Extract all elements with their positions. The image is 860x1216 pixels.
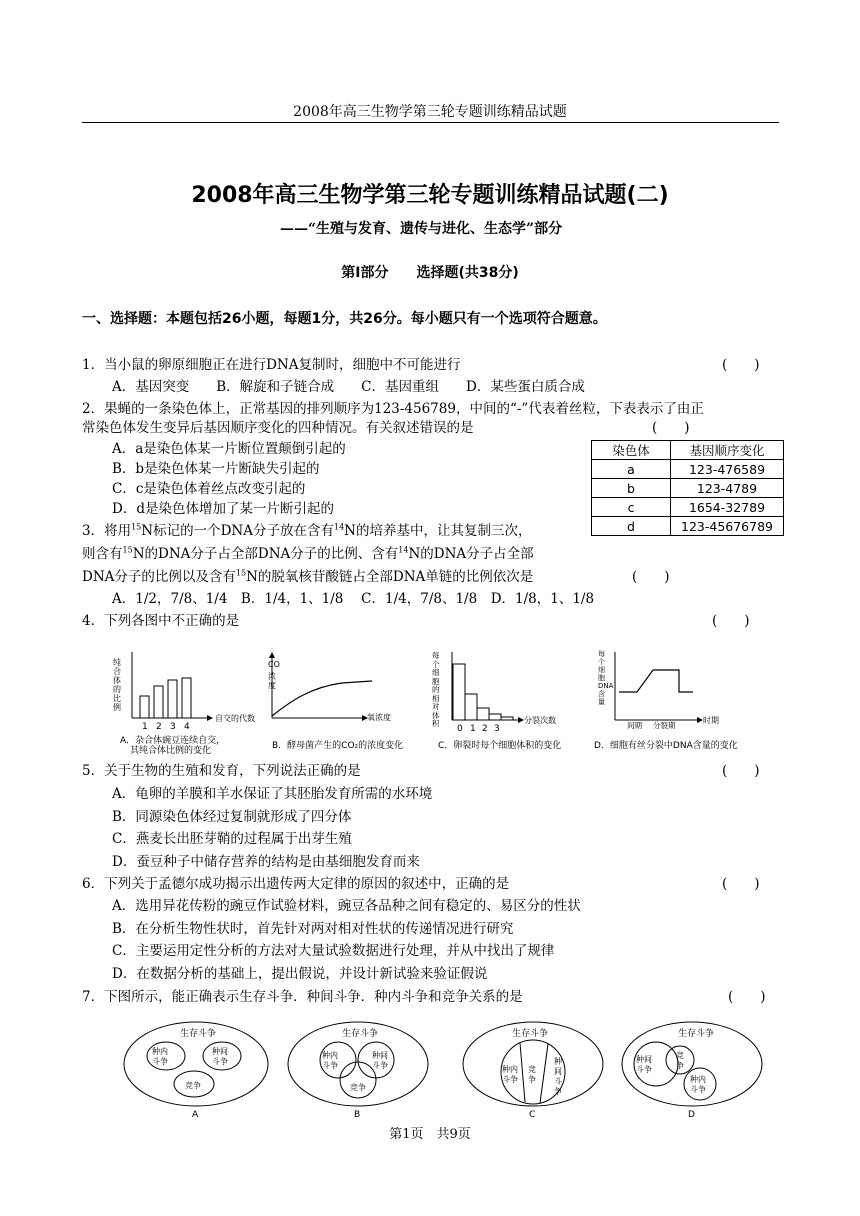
table-header-cell: 基因顺序变化: [671, 441, 784, 460]
chart-a-tick: 4: [184, 722, 190, 730]
venn-a-label: A: [192, 1110, 199, 1118]
venn-d-comp-2: 争: [676, 1061, 684, 1070]
table-cell: 1654-32789: [671, 498, 784, 517]
venn-c-intra-2: 斗争: [502, 1075, 518, 1084]
chart-c-tick: 2: [482, 724, 488, 734]
q5-option-c: C．燕麦长出胚芽鞘的过程属于出芽生殖: [112, 831, 352, 847]
q6-option-c: C．主要运用定性分析的方法对大量试验数据进行处理，并从中找出了规律: [112, 943, 555, 959]
table-cell: d: [592, 517, 671, 536]
venn-c-inter-2: 间: [554, 1067, 562, 1076]
chart-b-caption: B．酵母菌产生的CO₂的浓度变化: [272, 741, 404, 751]
chart-d-tick: 间期: [627, 721, 642, 730]
venn-d-intra-1: 种内: [690, 1075, 706, 1084]
chart-a-caption-1: A．杂合体豌豆连续自交，: [120, 736, 226, 746]
q3-answer-blank: ( ): [632, 569, 670, 585]
venn-b-comp: 竞争: [350, 1083, 366, 1092]
venn-d: [622, 1022, 762, 1118]
running-header: 2008年高三生物学第三轮专题训练精品试题: [293, 104, 567, 120]
table-row: [592, 517, 784, 536]
venn-c: [463, 1022, 603, 1118]
venn-a-intra-1: 种内: [152, 1047, 168, 1056]
q2-stem-line1: 2．果蝇的一条染色体上，正常基因的排列顺序为123-456789，中间的“-”代表着丝粒，下表表示了由正: [82, 401, 704, 417]
table-header-cell: 染色体: [592, 441, 671, 460]
venn-a: [124, 1022, 268, 1118]
venn-b-inter-1: 种间: [372, 1051, 388, 1060]
page-footer: 第1页 共9页: [389, 1127, 471, 1142]
q5-stem: 5．关于生物的生殖和发育，下列说法正确的是: [82, 763, 361, 779]
chart-b-ylabel-co2: CO: [268, 660, 280, 669]
page-subtitle: ——“生殖与发育、遗传与进化、生态学”部分: [280, 221, 563, 237]
chart-a-ylabel: 纯合体的比例: [113, 658, 121, 712]
table-cell: 123-4789: [671, 479, 784, 498]
chart-a-tick: 3: [170, 722, 176, 730]
q6-answer-blank: ( ): [722, 876, 760, 892]
q6-option-a: A．选用异花传粉的豌豆作试验材料，豌豆各品种之间有稳定的、易区分的性状: [112, 898, 581, 914]
q2-option-a: A．a是染色体某一片断位置颠倒引起的: [112, 441, 346, 457]
chart-a-caption-2: 其纯合体比例的变化: [130, 746, 212, 756]
venn-a-intra-2: 斗争: [152, 1057, 168, 1066]
table-cell: b: [592, 479, 671, 498]
q4-answer-blank: ( ): [712, 613, 750, 629]
venn-d-inter-2: 斗争: [636, 1065, 652, 1074]
chart-b: [262, 650, 402, 722]
chart-c-tick: 1: [470, 724, 476, 734]
chart-c-caption: C．卵裂时每个细胞体积的变化: [438, 741, 562, 751]
venn-a-inter-2: 斗争: [212, 1057, 228, 1066]
venn-c-comp-2: 争: [528, 1075, 536, 1084]
venn-c-inter-3: 斗: [554, 1077, 562, 1086]
part-heading: 第Ⅰ部分 选择题(共38分): [341, 265, 519, 281]
table-row: [592, 498, 784, 517]
venn-c-intra-1: 种内: [502, 1065, 518, 1074]
venn-b-intra-1: 种内: [322, 1051, 338, 1060]
q1-stem: 1．当小鼠的卵原细胞正在进行DNA复制时，细胞中不可能进行: [82, 357, 461, 373]
chart-d-tick: 分裂期: [653, 721, 676, 730]
q6-option-d: D．在数据分析的基础上，提出假说，并设计新试验来验证假说: [112, 966, 488, 982]
venn-d-intra-2: 斗争: [690, 1085, 706, 1094]
q7-stem: 7．下图所示，能正确表示生存斗争．种间斗争．种内斗争和竞争关系的是: [82, 989, 523, 1005]
q5-option-b: B．同源染色体经过复制就形成了四分体: [112, 809, 352, 825]
table-cell: a: [592, 460, 671, 479]
table-cell: 123-476589: [671, 460, 784, 479]
venn-a-outer-label: 生存斗争: [180, 1029, 217, 1039]
chart-d-xlabel: 时期: [703, 716, 719, 725]
chart-a-tick: 1: [142, 722, 148, 730]
chart-d-caption: D．细胞有丝分裂中DNA含量的变化: [594, 741, 738, 751]
q2-option-b: B．b是染色体某一片断缺失引起的: [112, 461, 320, 477]
chart-a-xlabel: 自交的代数: [215, 714, 255, 723]
venn-c-outer-label: 生存斗争: [512, 1029, 549, 1039]
chart-a-tick: 2: [156, 722, 162, 730]
chart-b-ylabel-conc: 浓度: [268, 672, 276, 690]
q3-stem-line1: 3．将用$^{15}$N标记的一个DNA分子放在含有$^{14}$N的培养基中，让其复制三次，: [82, 522, 532, 539]
table-cell: c: [592, 498, 671, 517]
venn-a-comp: 竞争: [185, 1081, 201, 1090]
venn-c-inter-1: 种: [554, 1057, 562, 1066]
chart-c-tick: 3: [494, 724, 500, 734]
venn-a-inter-1: 种间: [212, 1047, 228, 1056]
table-header-row: [592, 441, 784, 460]
q2-option-c: C．c是染色体着丝点改变引起的: [112, 481, 306, 497]
table-row: [592, 460, 784, 479]
venn-d-outer-label: 生存斗争: [678, 1029, 715, 1039]
q6-stem: 6．下列关于孟德尔成功揭示出遗传两大定律的原因的叙述中，正确的是: [82, 876, 510, 892]
q2-answer-blank: ( ): [652, 420, 690, 436]
q7-answer-blank: ( ): [728, 989, 766, 1005]
venn-c-comp-1: 竞: [528, 1065, 536, 1074]
chart-c: [430, 650, 570, 734]
q2-stem-line2: 常染色体发生变异后基因顺序变化的四种情况。有关叙述错误的是: [82, 420, 474, 436]
page-title: 2008年高三生物学第三轮专题训练精品试题(二): [191, 183, 669, 208]
q5-option-a: A．龟卵的羊膜和羊水保证了其胚胎发育所需的水环境: [112, 786, 433, 802]
q5-option-d: D．蚕豆种子中储存营养的结构是由基细胞发育而来: [112, 854, 420, 870]
venn-c-label: C: [529, 1110, 536, 1118]
chart-d: [597, 648, 757, 732]
q3-stem-line2: 则含有$^{15}$N的DNA分子占全部DNA分子的比例、含有$^{14}$N的DNA分子占全部: [82, 545, 534, 562]
section-heading: 一、选择题：本题包括26小题，每题1分，共26分。每小题只有一个选项符合题意。: [82, 311, 607, 327]
venn-b: [288, 1022, 428, 1118]
venn-b-outer-label: 生存斗争: [342, 1029, 379, 1039]
gene-order-table: [591, 440, 784, 536]
venn-b-inter-2: 斗争: [372, 1061, 388, 1070]
q1-answer-blank: ( ): [722, 357, 760, 373]
chart-c-xlabel: 分裂次数: [524, 716, 556, 725]
venn-d-inter-1: 种间: [636, 1055, 652, 1064]
q5-answer-blank: ( ): [722, 763, 760, 779]
table-cell: 123-45676789: [671, 517, 784, 536]
venn-d-comp-1: 竞: [676, 1051, 684, 1060]
venn-c-inter-4: 争: [554, 1087, 562, 1096]
q3-stem-line3: DNA分子的比例以及含有$^{15}$N的脱氧核苷酸链占全部DNA单链的比例依次是: [82, 568, 534, 585]
chart-b-xlabel: 氧浓度: [367, 713, 391, 722]
venn-d-label: D: [688, 1110, 695, 1118]
venn-b-intra-2: 斗争: [322, 1061, 338, 1070]
venn-b-label: B: [354, 1110, 361, 1118]
table-row: [592, 479, 784, 498]
chart-c-tick: 0: [457, 724, 463, 734]
chart-c-ylabel: 每个细胞的相对体积: [432, 651, 440, 728]
q2-option-d: D．d是染色体增加了某一片断引起的: [112, 501, 334, 517]
venn-diagrams: [110, 1020, 770, 1118]
header-rule: [82, 122, 779, 123]
q3-options: A．1/2，7/8、1/4 B．1/4，1、1/8 C．1/4，7/8、1/8 D．1/8，1、1/8: [112, 591, 595, 607]
chart-d-ylabel: 每个细胞DNA含量: [598, 650, 614, 706]
q1-options: A．基因突变 B．解旋和子链合成 C．基因重组 D．某些蛋白质合成: [112, 379, 585, 395]
chart-a: [112, 648, 262, 730]
q4-stem: 4．下列各图中不正确的是: [82, 613, 240, 629]
q6-option-b: B．在分析生物性状时，首先针对两对相对性状的传递情况进行研究: [112, 921, 514, 937]
